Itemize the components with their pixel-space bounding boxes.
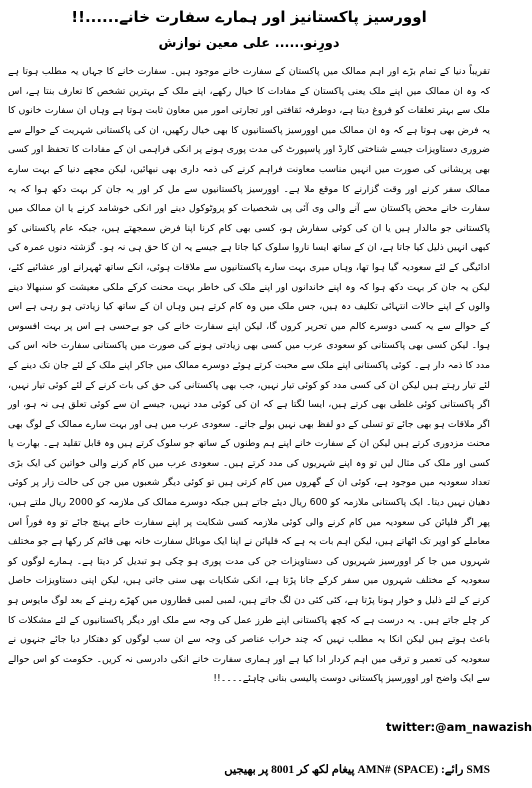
sms-instruction: SMS رائے: AMN# (SPACE) پیغام لکھ کر 8001 پر بھیجیں [224,764,490,776]
article-body: تقریباً دنیا کے تمام بڑے اور اہم ممالک میں پاکستان کے سفارت خانے موجود ہیں۔ سفارت خانے کا جہاں یہ مطلب ہوتا ہے کہ وہ ان ممالک میں اپنے ملک یعنی پاکستان کے مفادات کا خیال رکھے، اپنے ملک کے بہترین تشخص کا تعارف بنتا ہے، اس ملک سے بہتر تعلقات کو فروغ دیتا ہے، دوطرفہ ثقافتی اور تجارتی امور میں معاون ثابت ہوتا ہے وہاں ان سفارت خانوں کا یہ فرض بھی ہوتا ہے کہ وہ ان ممالک میں اوورسیز پاکستانیوں کا بھی خیال رکھیں، ان کی پاکستانی شہریت کے حوالے سے ضروری دستاویزات جیسے شناختی کارڈ اور پاسپورٹ کی مدت پوری ہونے پر انکی فراہمی ان کے مفادات کا تحفظ اور کسی بھی پریشانی کی صورت میں انہیں مناسب معاونت فراہم کرنے کی ذمہ داری بھی نبھائیں، لیکن مجھے دنیا کے بہت سارے ممالک سفر کرنے اور وقت گزارنے کا موقع ملا ہے۔ اوورسیز پاکستانیوں سے مل کر اور یہ جان کر بہت دکھ ہوا کہ یہ سفارت خانے محض پاکستان سے آنے والی وی آئی پی شخصیات کو پروٹوکول دینے اور انکی خوشامد کرنے یا ان ممالک میں پاکستانی جو مالدار ہیں یا ان کی کوئی سفارش ہو، کسی بھی کام کرنا اپنا فرض سمجھتے ہیں، جبکہ عام پاکستانی کو کبھی انہیں ذلیل کیا جاتا ہے، ان کے ساتھ ایسا ناروا سلوک کیا جاتا ہے جیسے یہ ان کا حق ہی نہ ہو۔ گزشتہ دنوں عمرہ کی ادائیگی کے لئے سعودیہ گیا ہوا تھا، وہاں میری بہت سارے پاکستانیوں سے ملاقات ہوئی، انکے ساتھ ٹھہرانے اور عشائیے کئے، لیکن یہ جان کر بہت دکھ ہوا کہ وہ اپنے خاندانوں اور اپنے ملک کی خاطر بہت محنت کرکے ملکی معیشت کو سنبھالا دینے والوں کے اپنے حالات انتہائی تکلیف دہ ہیں، جس ملک میں وہ کام کرتے ہیں وہاں ان کے ساتھ کیا زیادتی ہو رہی ہے اس کے حوالے سے یہ کسی دوسرے کالم میں تحریر کروں گا، لیکن اپنے سفارت خانے کی جو بےحسی ہے اس پر بہت افسوس ہوا۔ لیکن کسی بھی پاکستانی کو سعودی عرب میں کسی بھی زیادتی ہونے کی صورت میں پاکستانی سفارت خانہ اس کی مدد کا ذمہ دار ہے۔ کوئی پاکستانی اپنے ملک سے محبت کرتے ہوئے دوسرے ممالک میں جاکر اپنے ملک کے لئے جان تک دینے کے لئے تیار رہتے ہیں لیکن ان کی کسی مدد کو کوئی تیار نہیں، جب بھی پاکستانی کی حق کی بات کرنے کے لئے کوئی تیار نہیں، اگر پاکستانی کوئی غلطی بھی کرتے ہیں، ایسا لگتا ہے کہ ان کی کوئی مدد نہیں، جیسے ان سے کوئی تعلق ہی نہ ہو، اور اگر ملاقات ہو بھی جائے تو تسلی کے دو لفظ بھی نہیں بولے جاتے۔ سعودی عرب میں ہی اور بہت سارے ممالک کے لوگ بھی محنت مزدوری کرتے ہیں لیکن ان کے سفارت خانے اپنے ہم وطنوں کے ساتھ جو سلوک کرتے ہیں وہ قابل تقلید ہے۔ بھارت یا کسی اور ملک کی مثال لیں تو وہ اپنے شہریوں کی مدد کرتے ہیں۔ سعودی عرب میں کام کرنے والی خواتین کی ایک بڑی تعداد سعودیہ میں موجود ہے، کوئی ان کے گھروں میں کام کرتی ہیں تو کوئی دیگر شعبوں میں جن کی حالت زار پر کوئی دھیان نہیں دیتا۔ ایک پاکستانی ملازمہ کو 600 ریال دیئے جاتے ہیں جبکہ دوسرے ممالک کی ملازمہ کو 2000 ریال ملتے ہیں، پھر اگر فلپائن کی سعودیہ میں کام کرنے والی کوئی ملازمہ کسی شکایت پر اپنے سفارت خانے پہنچ جائے تو وہ فوراً اس معاملے کو اوپر تک اٹھاتے ہیں، لیکن اہم بات یہ ہے کہ فلپائن نے اپنا ایک موبائل سفارت خانہ بھی قائم کر رکھا ہے جو مختلف شہروں میں جا کر اوورسیز شہریوں کی دستاویزات جن کی مدت پوری ہو چکی ہو تبدیل کر دیتا ہے۔ ہمارے لوگوں کو سعودیہ کے مختلف شہروں میں سفر کرکے جانا پڑتا ہے، انکی شکایات بھی سنی جاتی ہیں، لیکن اپنی دستاویزات حاصل کرنے کے لئے ذلیل و خوار ہونا پڑتا ہے، کئی کئی دن لگ جاتے ہیں، لمبی لمبی قطاروں میں کھڑے رہنے کے بعد لوگ مایوس ہو کر چلے جاتے ہیں۔ یہ درست ہے کہ کچھ پاکستانی اپنے طرز عمل کی وجہ سے ملک اور دیگر پاکستانیوں کے لئے مشکلات کا باعث ہوتے ہیں لیکن انکا یہ مطلب نہیں کہ چند خراب عناصر کی وجہ سے ان سب لوگوں کو دھتکار دیا جائے جنہوں نے سعودیہ کی تعمیر و ترقی میں اہم کردار ادا کیا ہے اور ہماری سفارت خانے انکی دادرسی نہ کریں۔ حکومت کو اس حوالے سے ایک واضح اور اوورسیز پاکستانی دوست پالیسی بنانی چاہئے۔۔۔۔!! [8,66,490,685]
twitter-handle: twitter:@am_nawazish [386,720,532,734]
article-byline: دورِنو...... علی معین نوازش [158,36,340,51]
article-title: اوورسیز پاکستانیز اور ہمارے سفارت خانے......!! [71,8,427,26]
